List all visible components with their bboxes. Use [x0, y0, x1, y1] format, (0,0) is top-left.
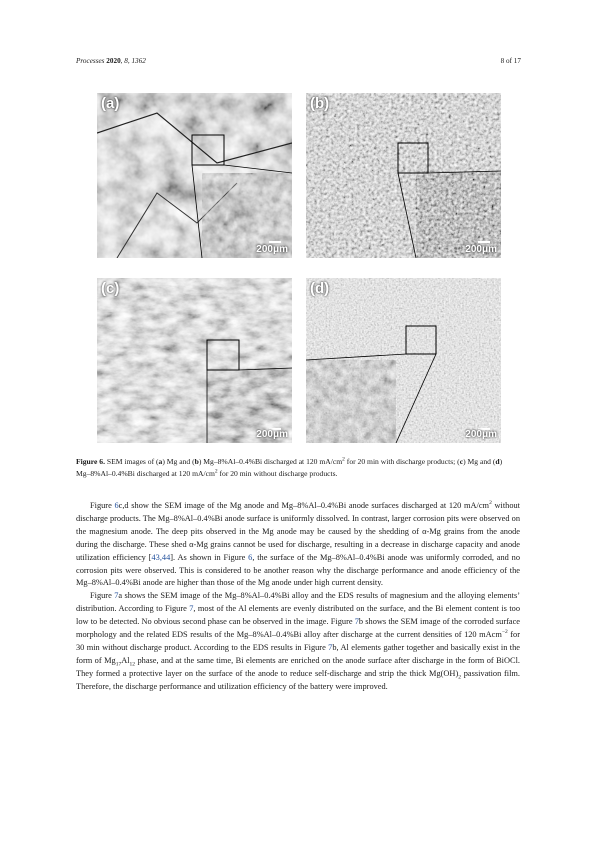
caption-panel-ref: b: [194, 457, 199, 466]
subscript: 17: [115, 661, 122, 668]
panel-label-d: (d): [310, 280, 330, 297]
sem-panel-b: [306, 93, 501, 258]
figure-link[interactable]: 6: [114, 501, 119, 510]
subscript: 2: [458, 674, 461, 681]
panel-label-b: (b): [310, 95, 330, 112]
caption-panel-ref: a: [158, 457, 163, 466]
superscript: −2: [501, 629, 508, 636]
text-run: b, Al elements gather together and basically exist in the form of Mg: [76, 642, 520, 665]
sem-image-a: [97, 93, 292, 258]
figure-link[interactable]: 7: [114, 591, 119, 601]
caption-text: for 20 min without discharge products.: [217, 468, 338, 478]
running-header: Processes 2020, 8, 1362: [76, 57, 146, 65]
text-run: Figure: [90, 501, 115, 510]
paragraph-2: [76, 590, 520, 693]
caption-text: ) Mg and (: [162, 457, 195, 466]
caption-text: SEM images of (: [104, 457, 159, 466]
scale-bar-b: 200μm: [465, 244, 497, 255]
text-run: , the surface of the Mg–8%Al–0.4%Bi anode was uniformly corroded, and no corrosion pits were observed. This is considered to be another reason why the discharge performance and anode efficiency of the Mg–8%Al–0.4%Bi anode are higher than those of the Mg anode under high current density.: [76, 552, 520, 588]
sem-panel-a: [97, 93, 292, 258]
text-run: a shows the SEM image of the Mg–8%Al–0.4%Bi alloy and the EDS results of magnesium and the alloying elements’ distribution. According to Figure: [76, 591, 520, 614]
caption-panel-ref: c: [459, 457, 464, 466]
scale-bar-c: 200μm: [256, 429, 288, 440]
journal-name: Processes: [76, 57, 105, 65]
sem-panel-c: [97, 278, 292, 443]
sem-panel-d: [306, 278, 501, 443]
scale-bar-d: 200μm: [465, 429, 497, 440]
sem-image-d: [306, 278, 501, 443]
caption-superscript: 2: [214, 468, 218, 475]
paragraph-1: [76, 500, 520, 590]
text-run: c,d show the SEM image of the Mg anode and Mg–8%Al–0.4%Bi anode surfaces discharged at 120 mA/cm: [118, 501, 490, 510]
figure-link[interactable]: 6: [248, 552, 253, 562]
citation-link[interactable]: 43,44: [151, 552, 171, 562]
text-run: without discharge products. The Mg–8%Al–0.4%Bi anode surface is uniformly dissolved. In contrast, larger corrosion pits were observed on the magnesium anode. The deep pits observed in the Mg anode may be caused by the shedding of α-Mg grains from the anode during the discharge. These shed α-Mg grains cannot be used for discharge, resulting in a decrease in discharge capacity and anode utilization efficiency [: [76, 501, 520, 562]
text-run: ]. As shown in Figure: [170, 552, 249, 562]
caption-text: ) Mg–8%Al–0.4%Bi discharged at 120 mA/cm: [76, 457, 503, 478]
journal-year: 2020: [106, 57, 121, 65]
scale-bar-a: 200μm: [256, 244, 288, 255]
text-run: Al: [121, 655, 130, 665]
figure-caption: [76, 456, 516, 479]
text-run: for 30 min without discharge product. According to the EDS results in Figure: [76, 630, 520, 652]
text-run: passivation film. Therefore, the discharge performance and utilization efficiency of the battery were improved.: [76, 668, 520, 691]
caption-text: ) Mg and (: [463, 457, 496, 466]
body-text: [76, 500, 520, 694]
article-number: 1362: [131, 57, 146, 65]
figure-link[interactable]: 7: [354, 617, 359, 627]
sem-image-c: [97, 278, 292, 443]
caption-panel-ref: d: [495, 457, 500, 466]
figure-link[interactable]: 7: [189, 604, 194, 614]
text-run: , most of the Al elements are evenly distributed on the surface, and the Bi element content is too low to be detected. No obvious second phase can be observed in the image. Figure: [76, 604, 520, 627]
text-run: b shows the SEM image of the corroded surface morphology and the related EDS results of the Mg–8%Al–0.4%Bi alloy after discharge at the current densities of 120 mAcm: [76, 617, 521, 640]
figure-link[interactable]: 7: [328, 642, 333, 652]
sem-image-b: [306, 93, 501, 258]
caption-superscript: 2: [342, 456, 345, 463]
caption-text: for 20 min with discharge products; (: [344, 457, 460, 466]
text-run: Figure: [90, 591, 115, 601]
panel-label-a: (a): [101, 95, 120, 112]
text-run: phase, and at the same time, Bi elements are enriched on the anode surface after discharge in the form of BiOCl. They formed a protective layer on the surface of the anode to reduce self-discharge and strip the thick Mg(OH): [76, 655, 520, 678]
caption-text: ) Mg–8%Al–0.4%Bi discharged at 120 mA/cm: [198, 457, 343, 466]
caption-label: Figure 6.: [76, 457, 105, 466]
journal-volume: 8: [124, 57, 128, 65]
page-number: 8 of 17: [500, 57, 521, 65]
panel-label-c: (c): [101, 280, 120, 297]
subscript: 12: [129, 661, 136, 668]
superscript: 2: [489, 500, 492, 507]
